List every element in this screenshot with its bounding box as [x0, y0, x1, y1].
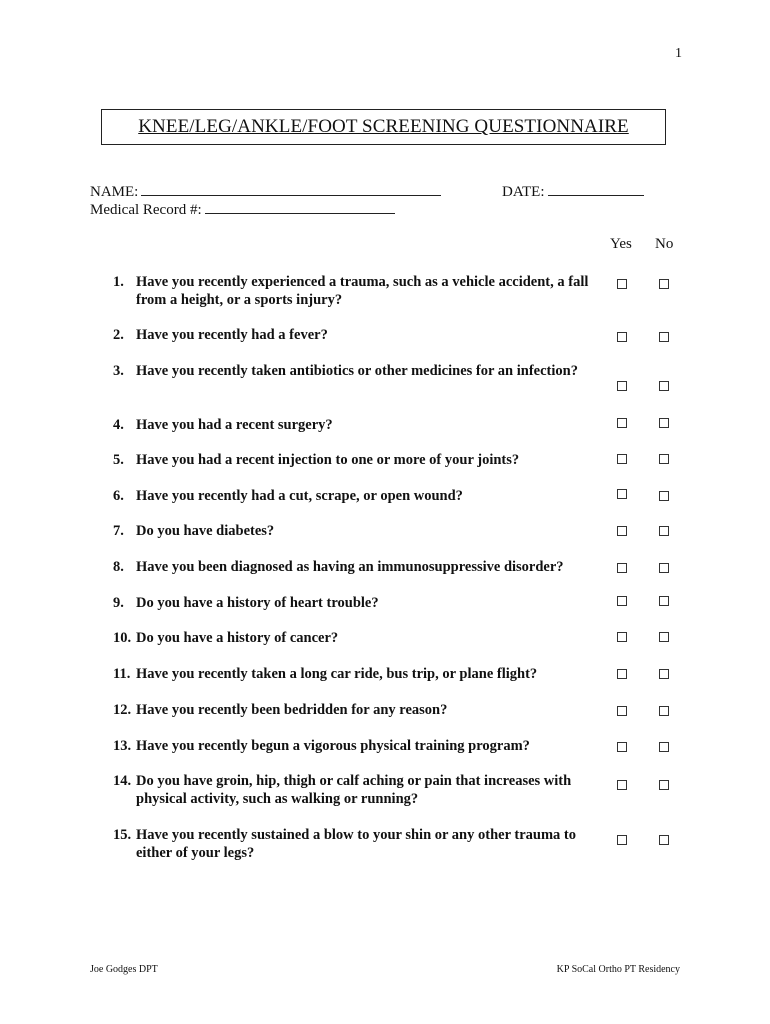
question-number: 14. [113, 773, 132, 789]
question-1 [113, 273, 593, 309]
question-text: Do you have a history of heart trouble? [136, 595, 379, 611]
question-10-yes-checkbox[interactable] [617, 632, 627, 642]
question-number: 11. [113, 666, 131, 682]
question-number: 2. [113, 327, 124, 343]
question-15-yes-checkbox[interactable] [617, 835, 627, 845]
name-input-line[interactable] [141, 183, 441, 196]
question-10-no-checkbox[interactable] [659, 632, 669, 642]
question-13 [113, 737, 593, 755]
question-5-yes-checkbox[interactable] [617, 454, 627, 464]
question-2-yes-checkbox[interactable] [617, 332, 627, 342]
question-5 [113, 451, 593, 469]
question-text: Do you have groin, hip, thigh or calf aching or pain that increases with physical activity, such as walking or running? [136, 773, 572, 807]
name-field [90, 183, 441, 201]
question-number: 15. [113, 827, 132, 843]
question-4-no-checkbox[interactable] [659, 418, 669, 428]
question-4-yes-checkbox[interactable] [617, 418, 627, 428]
question-6 [113, 487, 593, 505]
date-input-line[interactable] [548, 183, 644, 196]
question-number: 8. [113, 559, 124, 575]
question-9-no-checkbox[interactable] [659, 596, 669, 606]
title-box [101, 109, 666, 145]
question-number: 1. [113, 274, 124, 290]
question-number: 10. [113, 630, 132, 646]
question-text: Have you had a recent surgery? [136, 417, 333, 433]
medical-record-field [90, 201, 395, 219]
question-number: 9. [113, 595, 124, 611]
question-2 [113, 326, 593, 344]
question-number: 12. [113, 702, 132, 718]
question-13-yes-checkbox[interactable] [617, 742, 627, 752]
question-number: 5. [113, 452, 124, 468]
medical-record-input-line[interactable] [205, 201, 395, 214]
name-label: NAME: [90, 184, 139, 200]
question-11 [113, 665, 593, 683]
question-14-no-checkbox[interactable] [659, 780, 669, 790]
question-9-yes-checkbox[interactable] [617, 596, 627, 606]
question-14 [113, 772, 593, 808]
question-12-no-checkbox[interactable] [659, 706, 669, 716]
question-text: Have you had a recent injection to one or more of your joints? [136, 452, 520, 468]
footer-right: KP SoCal Ortho PT Residency [556, 964, 680, 975]
date-field [502, 183, 644, 201]
no-column-header: No [655, 236, 674, 252]
question-number: 13. [113, 738, 132, 754]
question-5-no-checkbox[interactable] [659, 454, 669, 464]
question-text: Do you have a history of cancer? [136, 630, 339, 646]
question-6-no-checkbox[interactable] [659, 491, 669, 501]
question-3-yes-checkbox[interactable] [617, 381, 627, 391]
question-text: Do you have diabetes? [136, 523, 275, 539]
question-3 [113, 362, 593, 380]
question-7-yes-checkbox[interactable] [617, 526, 627, 536]
question-number: 6. [113, 488, 124, 504]
question-11-no-checkbox[interactable] [659, 669, 669, 679]
question-10 [113, 629, 593, 647]
question-1-yes-checkbox[interactable] [617, 279, 627, 289]
question-text: Have you recently had a fever? [136, 327, 328, 343]
page-number: 1 [675, 46, 682, 61]
question-12 [113, 701, 593, 719]
question-text: Have you recently begun a vigorous physical training program? [136, 738, 530, 754]
question-number: 3. [113, 363, 124, 379]
question-number: 4. [113, 417, 124, 433]
question-8-yes-checkbox[interactable] [617, 563, 627, 573]
question-8-no-checkbox[interactable] [659, 563, 669, 573]
question-3-no-checkbox[interactable] [659, 381, 669, 391]
question-14-yes-checkbox[interactable] [617, 780, 627, 790]
question-15 [113, 826, 593, 862]
question-7-no-checkbox[interactable] [659, 526, 669, 536]
question-1-no-checkbox[interactable] [659, 279, 669, 289]
question-text: Have you recently been bedridden for any reason? [136, 702, 448, 718]
question-7 [113, 522, 593, 540]
question-text: Have you been diagnosed as having an immunosuppressive disorder? [136, 559, 564, 575]
page-title: KNEE/LEG/ANKLE/FOOT SCREENING QUESTIONNAIRE [138, 116, 629, 137]
question-4 [113, 416, 593, 434]
question-text: Have you recently sustained a blow to your shin or any other trauma to either of your legs? [136, 827, 576, 861]
question-number: 7. [113, 523, 124, 539]
question-12-yes-checkbox[interactable] [617, 706, 627, 716]
date-label: DATE: [502, 184, 545, 200]
question-text: Have you recently taken a long car ride, bus trip, or plane flight? [136, 666, 538, 682]
question-text: Have you recently taken antibiotics or other medicines for an infection? [136, 363, 578, 379]
question-8 [113, 558, 593, 576]
question-13-no-checkbox[interactable] [659, 742, 669, 752]
question-text: Have you recently experienced a trauma, such as a vehicle accident, a fall from a height, or a sports injury? [136, 274, 589, 308]
footer-left: Joe Godges DPT [90, 964, 158, 975]
question-6-yes-checkbox[interactable] [617, 489, 627, 499]
question-9 [113, 594, 593, 612]
question-text: Have you recently had a cut, scrape, or open wound? [136, 488, 463, 504]
question-2-no-checkbox[interactable] [659, 332, 669, 342]
question-15-no-checkbox[interactable] [659, 835, 669, 845]
medical-record-label: Medical Record #: [90, 202, 202, 218]
yes-column-header: Yes [610, 236, 632, 252]
question-11-yes-checkbox[interactable] [617, 669, 627, 679]
